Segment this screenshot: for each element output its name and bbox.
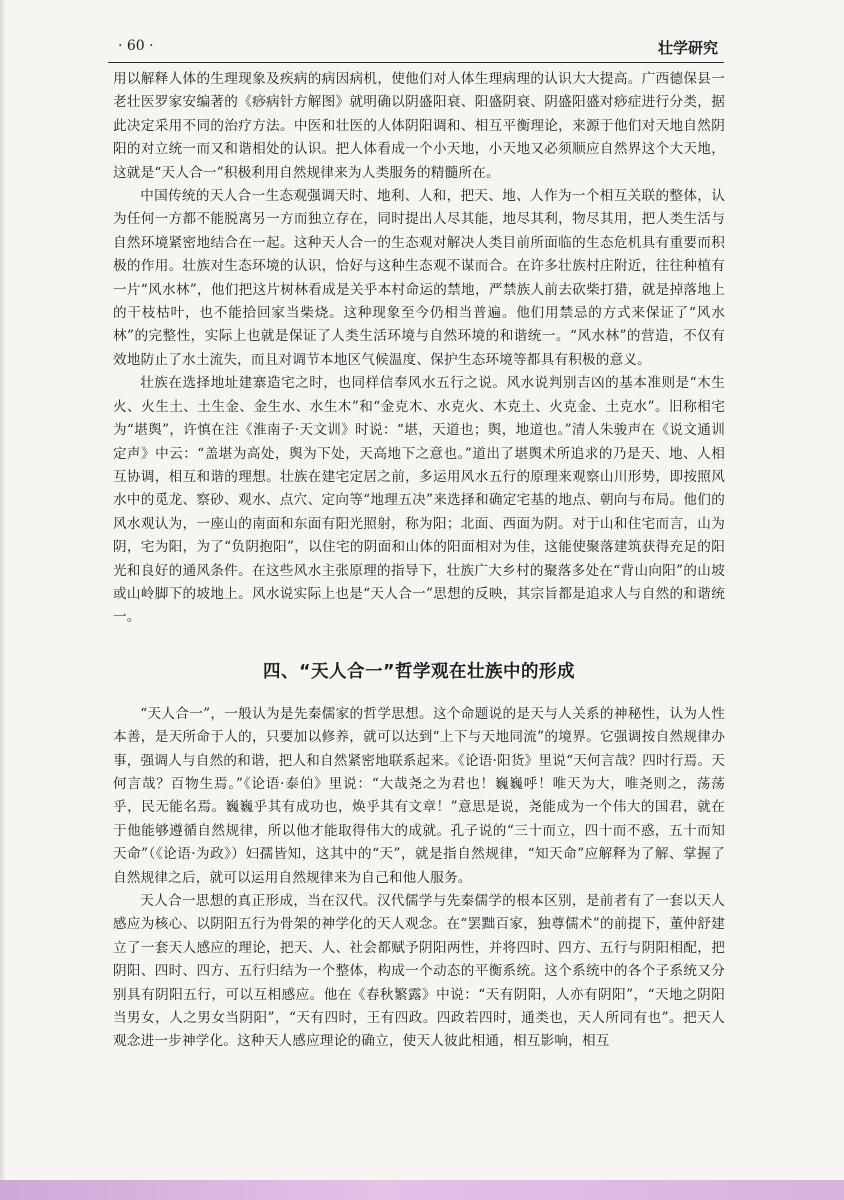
page-header	[108, 34, 724, 63]
paragraph: 用以解释人体的生理现象及疾病的病因病机，使他们对人体生理病理的认识大大提高。广西德保县一老壮医罗家安编著的《痧病针方解图》就明确以阴盛阳衰、阳盛阴衰、阴盛阳盛对痧症进行分类，据此决定采用不同的治疗方法。中医和壮医的人体阴阳调和、相互平衡理论，来源于他们对天地自然阴阳的对立统一而又和谐相处的认识。把人体看成一个小天地，小天地又必须顺应自然界这个大天地，这就是“天人合一”积极利用自然规律来为人类服务的精髓所在。	[113, 71, 725, 181]
paragraph: “天人合一”，一般认为是先秦儒家的哲学思想。这个命题说的是天与人关系的神秘性，认为人性本善，是天所命于人的，只要加以修养，就可以达到“上下与天地同流”的境界。它强调按自然规律办事，强调人与自然的和谐，把人和自然紧密地联系起来。《论语·阳货》里说“天何言哉？四时行焉。天何言哉？百物生焉。”《论语·泰伯》里说：“大哉尧之为君也！巍巍呼！唯天为大，唯尧则之，荡荡乎，民无能名焉。巍巍乎其有成功也，焕乎其有文章！”意思是说，尧能成为一个伟大的国君，就在于他能够遵循自然规律，所以他才能取得伟大的成就。孔子说的“三十而立，四十而不惑，五十而知天命”（《论语·为政》）妇孺皆知，这其中的“天”，就是指自然规律，“知天命”应解释为了解、掌握了自然规律之后，就可以运用自然规律来为自己和他人服务。	[113, 705, 725, 886]
paragraph: 壮族在选择地址建寨造宅之时，也同样信奉风水五行之说。风水说判别吉凶的基本准则是“木生火、火生土、土生金、金生水、水生木”和“金克木、水克火、木克土、火克金、土克水”。旧称相宅为“堪舆”，许慎在注《淮南子·天文训》时说：“堪，天道也；舆，地道也。”清人朱骏声在《说文通训定声》中云：“盖堪为高处，舆为下处，天高地下之意也。”道出了堪舆术所追求的乃是天、地、人相互协调，相互和谐的理想。壮族在建宅定居之前，多运用风水五行的原理来观察山川形势，即按照风水中的觅龙、察砂、观水、点穴、定向等“地理五决”来选择和确定宅基的地点、朝向与布局。他们的风水观认为，一座山的南面和东面有阳光照射，称为阳；北面、西面为阴。对于山和住宅而言，山为阴，宅为阳，为了“负阴抱阳”，以住宅的阴面和山体的阳面相对为佳，这能使聚落建筑获得充足的阳光和良好的通风条件。在这些风水主张原理的指导下，壮族广大乡村的聚落多处在“背山向阳”的山坡或山岭脚下的坡地上。风水说实际上也是“天人合一”思想的反映，其宗旨都是追求人与自然的和谐统一。	[113, 375, 725, 626]
scan-bottom-band	[0, 1180, 844, 1200]
section-heading: 四、“天人合一”哲学观在壮族中的形成	[262, 661, 575, 682]
page-number: · 60 ·	[118, 38, 154, 54]
journal-title: 壮学研究	[657, 39, 718, 57]
paragraph: 中国传统的天人合一生态观强调天时、地利、人和，把天、地、人作为一个相互关联的整体，认为任何一方都不能脱离另一方而独立存在，同时提出人尽其能，地尽其利，物尽其用，把人类生活与自然环境紧密地结合在一起。这种天人合一的生态观对解决人类目前所面临的生态危机具有重要而积极的作用。壮族对生态环境的认识，恰好与这种生态观不谋而合。在许多壮族村庄附近，往往种植有一片“风水林”，他们把这片树林看成是关乎本村命运的禁地，严禁族人前去砍柴打猎，就是掉落地上的干枝枯叶，也不能拾回家当柴烧。这种现象至今仍相当普遍。他们用禁忌的方式来保证了“风水林”的完整性，实际上也就是保证了人类生活环境与自然环境的和谐统一。“风水林”的营造，不仅有效地防止了水土流失，而且对调节本地区气候温度、保护生态环境等都具有积极的意义。	[113, 188, 725, 368]
paragraph: 天人合一思想的真正形成，当在汉代。汉代儒学与先秦儒学的根本区别，是前者有了一套以天人感应为核心、以阴阳五行为骨架的神学化的天人观念。在“罢黜百家，独尊儒术”的前提下，董仲舒建立了一套天人感应的理论，把天、人、社会都赋予阴阳两性，并将四时、四方、五行与阴阳相配，把阴阳、四时、四方、五行归结为一个整体，构成一个动态的平衡系统。这个系统中的各个子系统又分别具有阴阳五行，可以互相感应。他在《春秋繁露》中说：“天有阴阳，人亦有阴阳”，“天地之阴阳当男女，人之男女当阴阳”，“天有四时，王有四政。四政若四时，通类也，天人所同有也”。把天人观念进一步神学化。这种天人感应理论的确立，使天人彼此相通，相互影响，相互	[113, 893, 725, 1050]
article-body	[113, 68, 725, 1054]
page-edge-shadow	[0, 0, 6, 1180]
